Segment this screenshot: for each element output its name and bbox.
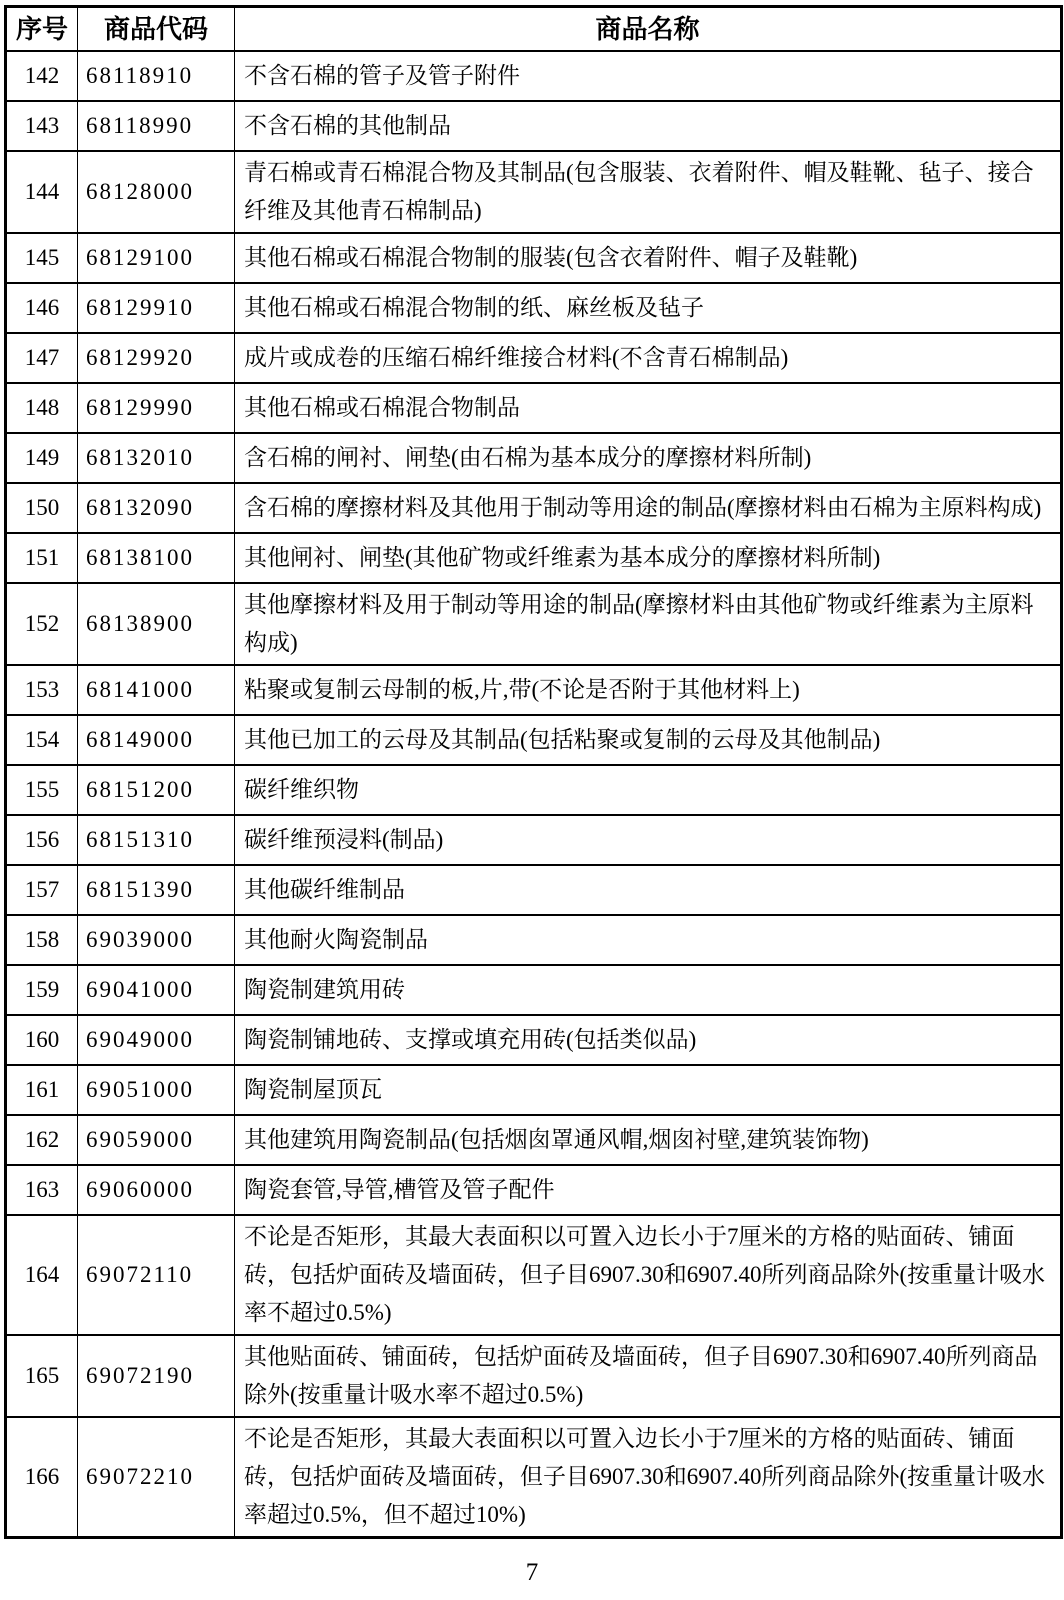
header-commodity-code: 商品代码 <box>78 7 235 52</box>
table-row <box>6 101 1062 151</box>
cell-serial-number: 157 <box>6 865 78 915</box>
page-number: 7 <box>525 1559 539 1586</box>
cell-commodity-name: 其他闸衬、闸垫(其他矿物或纤维素为基本成分的摩擦材料所制) <box>235 533 1062 583</box>
cell-commodity-code: 69049000 <box>78 1015 235 1065</box>
table-row <box>6 965 1062 1015</box>
cell-serial-number: 148 <box>6 383 78 433</box>
cell-commodity-code: 68132010 <box>78 433 235 483</box>
table-row <box>6 665 1062 715</box>
header-serial-number: 序号 <box>6 7 78 52</box>
table-row <box>6 1417 1062 1538</box>
cell-commodity-name: 陶瓷制屋顶瓦 <box>235 1065 1062 1115</box>
cell-commodity-name: 陶瓷制建筑用砖 <box>235 965 1062 1015</box>
cell-serial-number: 165 <box>6 1335 78 1417</box>
cell-serial-number: 142 <box>6 51 78 101</box>
table-row <box>6 533 1062 583</box>
cell-commodity-name: 其他石棉或石棉混合物制的服装(包含衣着附件、帽子及鞋靴) <box>235 233 1062 283</box>
cell-serial-number: 163 <box>6 1165 78 1215</box>
cell-commodity-name: 其他碳纤维制品 <box>235 865 1062 915</box>
cell-serial-number: 145 <box>6 233 78 283</box>
cell-serial-number: 149 <box>6 433 78 483</box>
cell-serial-number: 159 <box>6 965 78 1015</box>
table-row <box>6 1335 1062 1417</box>
cell-commodity-name: 陶瓷套管,导管,槽管及管子配件 <box>235 1165 1062 1215</box>
cell-serial-number: 164 <box>6 1215 78 1335</box>
cell-commodity-code: 68118990 <box>78 101 235 151</box>
cell-serial-number: 153 <box>6 665 78 715</box>
table-row <box>6 765 1062 815</box>
cell-serial-number: 150 <box>6 483 78 533</box>
cell-commodity-code: 69072190 <box>78 1335 235 1417</box>
cell-commodity-name: 含石棉的闸衬、闸垫(由石棉为基本成分的摩擦材料所制) <box>235 433 1062 483</box>
cell-serial-number: 143 <box>6 101 78 151</box>
table-row <box>6 715 1062 765</box>
cell-commodity-name: 其他已加工的云母及其制品(包括粘聚或复制的云母及其他制品) <box>235 715 1062 765</box>
cell-commodity-name: 不论是否矩形，其最大表面积以可置入边长小于7厘米的方格的贴面砖、铺面砖，包括炉面砖及墙面砖，但子目6907.30和6907.40所列商品除外(按重量计吸水率不超过0.5%) <box>235 1215 1062 1335</box>
cell-commodity-code: 68138900 <box>78 583 235 665</box>
cell-commodity-name: 青石棉或青石棉混合物及其制品(包含服装、衣着附件、帽及鞋靴、毡子、接合纤维及其他青石棉制品) <box>235 151 1062 233</box>
cell-commodity-code: 68141000 <box>78 665 235 715</box>
cell-commodity-name: 其他摩擦材料及用于制动等用途的制品(摩擦材料由其他矿物或纤维素为主原料构成) <box>235 583 1062 665</box>
cell-commodity-code: 69051000 <box>78 1065 235 1115</box>
cell-commodity-name: 其他石棉或石棉混合物制的纸、麻丝板及毡子 <box>235 283 1062 333</box>
cell-commodity-code: 68129100 <box>78 233 235 283</box>
cell-serial-number: 158 <box>6 915 78 965</box>
cell-commodity-code: 69041000 <box>78 965 235 1015</box>
cell-commodity-code: 69059000 <box>78 1115 235 1165</box>
cell-commodity-name: 成片或成卷的压缩石棉纤维接合材料(不含青石棉制品) <box>235 333 1062 383</box>
cell-commodity-code: 68138100 <box>78 533 235 583</box>
table-row <box>6 915 1062 965</box>
cell-commodity-code: 68129990 <box>78 383 235 433</box>
cell-serial-number: 144 <box>6 151 78 233</box>
cell-serial-number: 154 <box>6 715 78 765</box>
cell-serial-number: 160 <box>6 1015 78 1065</box>
cell-commodity-name: 其他耐火陶瓷制品 <box>235 915 1062 965</box>
table-row <box>6 1115 1062 1165</box>
cell-commodity-code: 68129910 <box>78 283 235 333</box>
cell-commodity-name: 其他贴面砖、铺面砖，包括炉面砖及墙面砖，但子目6907.30和6907.40所列商品除外(按重量计吸水率不超过0.5%) <box>235 1335 1062 1417</box>
cell-serial-number: 152 <box>6 583 78 665</box>
table-row <box>6 333 1062 383</box>
cell-commodity-name: 不论是否矩形，其最大表面积以可置入边长小于7厘米的方格的贴面砖、铺面砖，包括炉面砖及墙面砖，但子目6907.30和6907.40所列商品除外(按重量计吸水率超过0.5%，但不超过10%) <box>235 1417 1062 1538</box>
table-row <box>6 583 1062 665</box>
table-row <box>6 283 1062 333</box>
cell-serial-number: 161 <box>6 1065 78 1115</box>
table-row <box>6 1165 1062 1215</box>
table-row <box>6 815 1062 865</box>
cell-commodity-code: 68128000 <box>78 151 235 233</box>
cell-commodity-code: 68118910 <box>78 51 235 101</box>
cell-commodity-name: 不含石棉的其他制品 <box>235 101 1062 151</box>
commodity-table <box>4 5 1063 1539</box>
cell-serial-number: 156 <box>6 815 78 865</box>
cell-serial-number: 151 <box>6 533 78 583</box>
cell-commodity-code: 69060000 <box>78 1165 235 1215</box>
cell-commodity-code: 68151200 <box>78 765 235 815</box>
cell-commodity-name: 其他石棉或石棉混合物制品 <box>235 383 1062 433</box>
table-row <box>6 433 1062 483</box>
cell-commodity-code: 69072210 <box>78 1417 235 1538</box>
table-body <box>6 51 1062 1538</box>
cell-serial-number: 146 <box>6 283 78 333</box>
cell-commodity-code: 68129920 <box>78 333 235 383</box>
table-row <box>6 865 1062 915</box>
cell-serial-number: 155 <box>6 765 78 815</box>
cell-commodity-name: 粘聚或复制云母制的板,片,带(不论是否附于其他材料上) <box>235 665 1062 715</box>
cell-commodity-name: 陶瓷制铺地砖、支撑或填充用砖(包括类似品) <box>235 1015 1062 1065</box>
cell-commodity-code: 68149000 <box>78 715 235 765</box>
cell-commodity-code: 68132090 <box>78 483 235 533</box>
header-row <box>6 7 1062 52</box>
table-row <box>6 1015 1062 1065</box>
table-row <box>6 1215 1062 1335</box>
cell-serial-number: 147 <box>6 333 78 383</box>
table-row <box>6 1065 1062 1115</box>
table-row <box>6 51 1062 101</box>
header-commodity-name: 商品名称 <box>235 7 1062 52</box>
table-row <box>6 383 1062 433</box>
table-row <box>6 233 1062 283</box>
cell-commodity-code: 69039000 <box>78 915 235 965</box>
cell-commodity-name: 其他建筑用陶瓷制品(包括烟囱罩通风帽,烟囱衬壁,建筑装饰物) <box>235 1115 1062 1165</box>
cell-serial-number: 162 <box>6 1115 78 1165</box>
cell-commodity-name: 含石棉的摩擦材料及其他用于制动等用途的制品(摩擦材料由石棉为主原料构成) <box>235 483 1062 533</box>
cell-commodity-code: 68151390 <box>78 865 235 915</box>
table-row <box>6 483 1062 533</box>
cell-serial-number: 166 <box>6 1417 78 1538</box>
cell-commodity-name: 不含石棉的管子及管子附件 <box>235 51 1062 101</box>
cell-commodity-code: 68151310 <box>78 815 235 865</box>
cell-commodity-code: 69072110 <box>78 1215 235 1335</box>
cell-commodity-name: 碳纤维预浸料(制品) <box>235 815 1062 865</box>
cell-commodity-name: 碳纤维织物 <box>235 765 1062 815</box>
table-row <box>6 151 1062 233</box>
